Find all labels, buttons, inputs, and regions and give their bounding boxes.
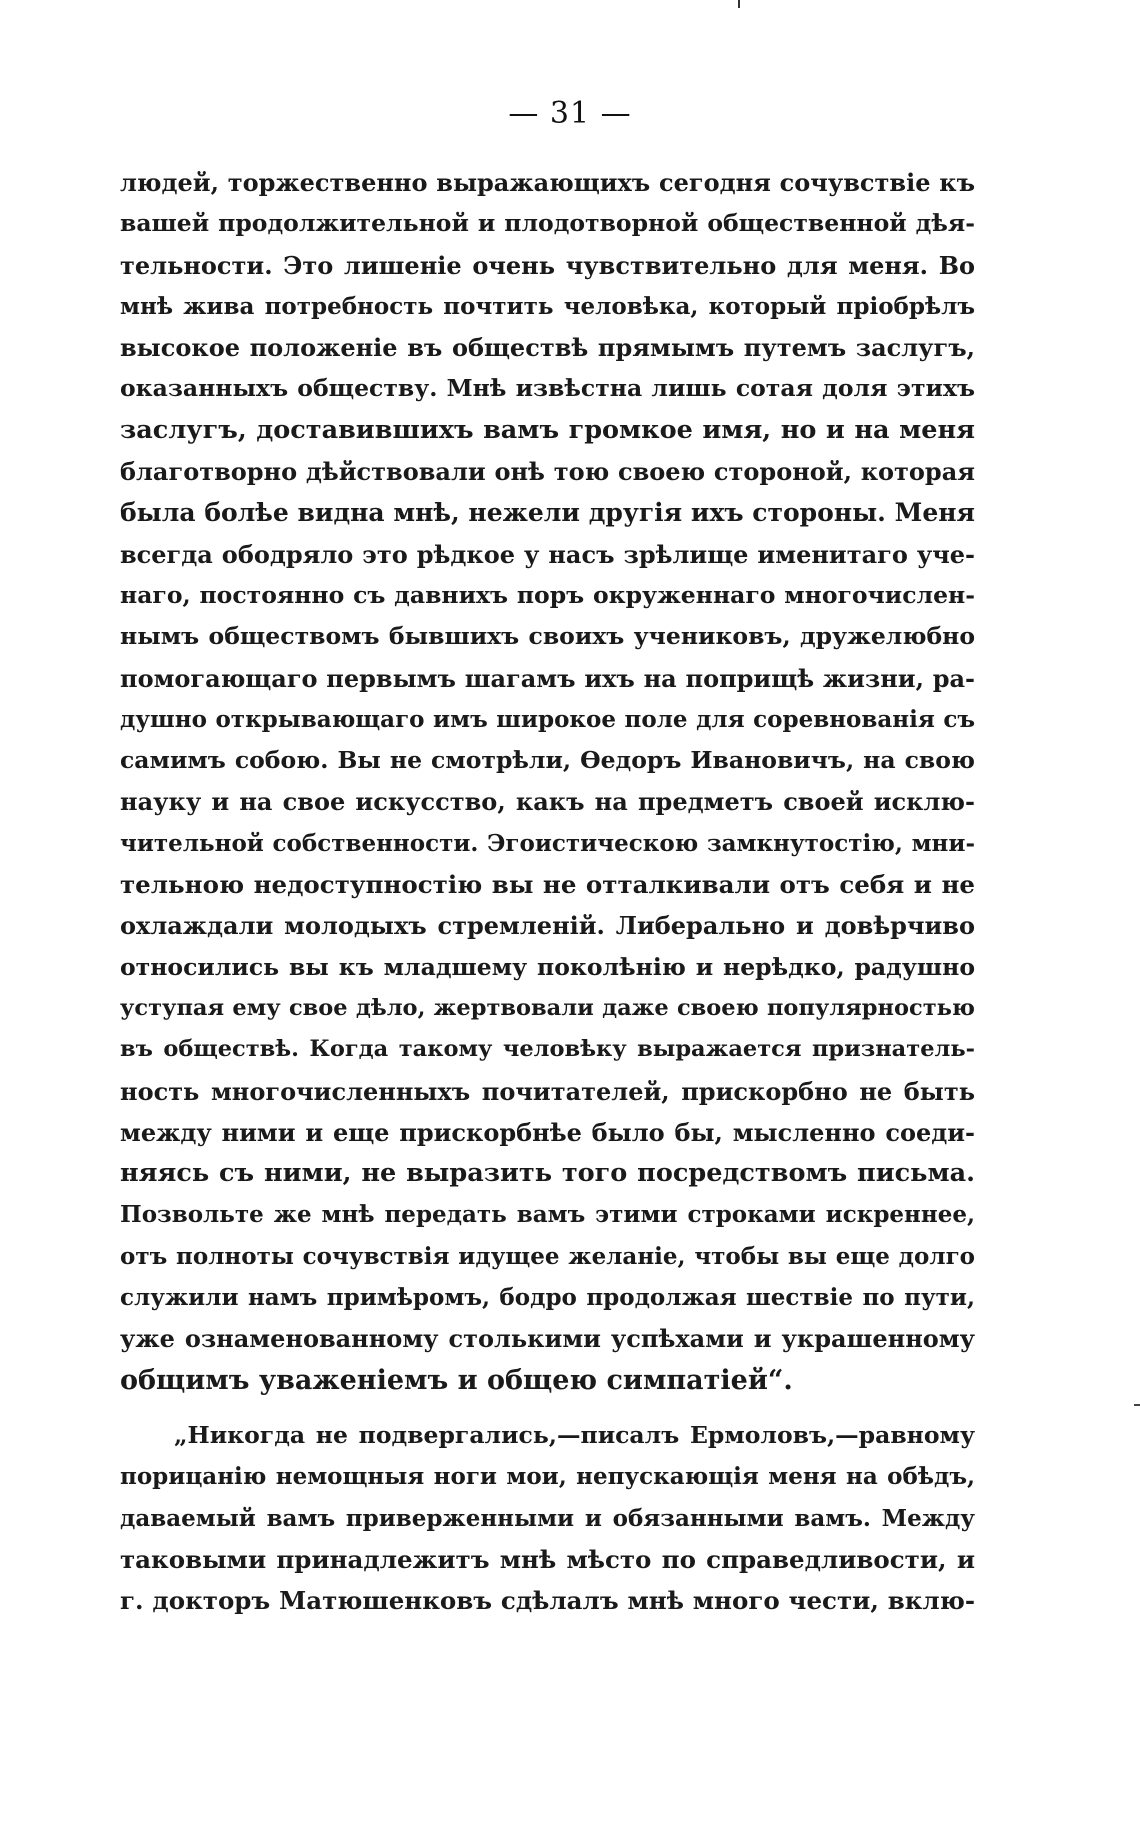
text-line: отъ полноты сочувствія идущее желаніе, чтобы вы еще долго [120,1242,975,1270]
scan-edge-mark [1134,1404,1140,1406]
text-line: ность многочисленныхъ почитателей, прискорбно не быть [120,1076,975,1106]
text-line: нымъ обществомъ бывшихъ своихъ учениковъ, дружелюбно [120,622,975,651]
text-line: душно открывающаго имъ широкое поле для соревнованія съ [120,705,975,733]
text-line: всегда ободряло это рѣдкое у насъ зрѣлище именитаго уче- [120,539,975,569]
text-line: наго, постоянно съ давнихъ поръ окруженнаго многочислен- [120,580,975,609]
paragraph-1 [120,162,975,1401]
text-line: Позвольте же мнѣ передать вамъ этими строками искреннее, [120,1201,975,1229]
text-line: самимъ собою. Вы не смотрѣли, Ѳедоръ Ивановичъ, на свою [120,746,975,775]
text-line: таковыми принадлежитъ мнѣ мѣсто по справедливости, и [120,1544,975,1574]
text-line: порицанію немощныя ноги мои, непускающія меня на обѣдъ, [120,1463,975,1491]
text-line: между ними и еще прискорбнѣе было бы, мысленно соеди- [120,1117,975,1147]
text-line: г. докторъ Матюшенковъ сдѣлалъ мнѣ много чести, вклю- [120,1586,975,1616]
text-line: тельности. Это лишеніе очень чувствительно для меня. Во [120,250,975,280]
text-line: няясь съ ними, не выразить того посредствомъ письма. [120,1158,975,1189]
text-line: людей, торжественно выражающихъ сегодня сочувствіе къ [120,168,975,197]
text-line: заслугъ, доставившихъ вамъ громкое имя, но и на меня [120,414,975,445]
page-number: — 31 — [508,96,632,131]
text-line: помогающаго первымъ шагамъ ихъ на поприщѣ жизни, ра- [120,663,975,693]
text-line: вашей продолжительной и плодотворной общественной дѣя- [120,209,975,238]
text-line: служили намъ примѣромъ, бодро продолжая шествіе по пути, [120,1284,975,1312]
paragraph-2 [120,1415,975,1621]
text-line: была болѣе видна мнѣ, нежели другія ихъ стороны. Меня [120,498,975,528]
text-line: мнѣ жива потребность почтить человѣка, который пріобрѣлъ [120,292,975,320]
scan-edge-mark [738,0,740,8]
text-line: тельною недоступностію вы не отталкивали отъ себя и не [120,870,975,900]
paragraph-gap [120,1401,975,1415]
text-line: общимъ уваженіемъ и общею симпатіей“. [120,1364,793,1396]
text-line: даваемый вамъ приверженными и обязанными вамъ. Между [120,1504,975,1532]
text-line: благотворно дѣйствовали онѣ тою своею стороной, которая [120,457,975,487]
text-line: высокое положеніе въ обществѣ прямымъ путемъ заслугъ, [120,333,975,363]
text-line: уже ознаменованному столькими успѣхами и украшенному [120,1324,975,1354]
text-line: охлаждали молодыхъ стремленій. Либерально и довѣрчиво [120,911,975,941]
text-line: уступая ему свое дѣло, жертвовали даже своею популярностью [120,994,975,1021]
text-line: „Никогда не подвергались,—писалъ Ермоловъ,—равному [174,1420,975,1449]
body-text [120,162,975,1621]
text-line: въ обществѣ. Когда такому человѣку выражается признатель- [120,1036,975,1063]
text-line: чительной собственности. Эгоистическою замкнутостію, мни- [120,829,975,857]
text-line: оказанныхъ обществу. Мнѣ извѣстна лишь сотая доля этихъ [120,374,975,403]
text-line: науку и на свое искусство, какъ на предметъ своей исклю- [120,787,975,817]
text-line: относились вы къ младшему поколѣнію и нерѣдко, радушно [120,952,975,981]
